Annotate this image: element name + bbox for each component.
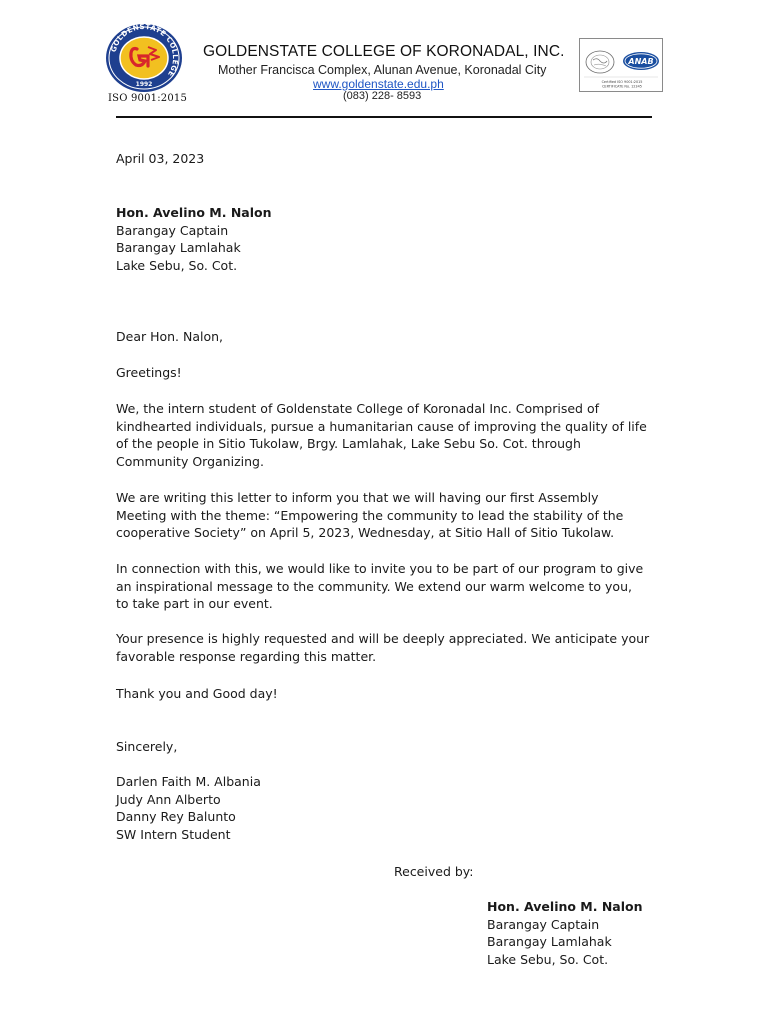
body-paragraph-invitation: [116, 560, 656, 613]
received-by-label: Received by:: [394, 864, 474, 879]
receiver-line: Barangay Lamlahak: [487, 934, 612, 950]
receiver-line: Barangay Captain: [487, 916, 600, 932]
signatory-role: SW Intern Student: [116, 827, 231, 843]
paragraph-line: Your presence is highly requested and will be deeply appreciated. We anticipate your: [116, 631, 650, 646]
certification-badges: [579, 38, 663, 92]
college-name: GOLDENSTATE COLLEGE OF KORONADAL, INC.: [203, 43, 565, 60]
body-paragraph-intro: [116, 400, 656, 471]
certifier-globe-icon: [586, 51, 614, 73]
paragraph-line: kindhearted individuals, pursue a humanitarian cause of improving the quality of life: [116, 418, 647, 434]
paragraph-line: cooperative Society” on April 5, 2023, Wednesday, at Sitio Hall of Sitio Tukolaw.: [116, 525, 615, 541]
addressee-line: Lake Sebu, So. Cot.: [116, 258, 238, 274]
receiver-name: Hon. Avelino M. Nalon: [487, 899, 643, 914]
paragraph-line: Meeting with the theme: “Empowering the community to lead the stability of the: [116, 507, 624, 523]
body-paragraph-meeting: [116, 489, 656, 542]
signatory-name: Danny Rey Balunto: [116, 809, 236, 825]
addressee-line: Barangay Captain: [116, 222, 229, 238]
addressee-name: Hon. Avelino M. Nalon: [116, 205, 272, 220]
signatories-block: [116, 773, 261, 844]
college-website-link[interactable]: www.goldenstate.edu.ph: [313, 77, 444, 91]
svg-text:1992: 1992: [135, 81, 153, 88]
signatory-name: Darlen Faith M. Albania: [116, 774, 261, 789]
paragraph-line: favorable response regarding this matter.: [116, 648, 377, 664]
college-phone: (083) 228- 8593: [343, 90, 422, 102]
svg-text:CERTIFICATE No. 12345: CERTIFICATE No. 12345: [602, 84, 642, 89]
receiver-line: Lake Sebu, So. Cot.: [487, 952, 609, 968]
paragraph-line: Community Organizing.: [116, 454, 264, 470]
iso-certification-label: ISO 9001:2015: [108, 93, 188, 104]
letter-date: April 03, 2023: [116, 151, 205, 166]
salutation: Dear Hon. Nalon,: [116, 329, 224, 344]
paragraph-line: to take part in our event.: [116, 596, 273, 612]
anab-badge-icon: [623, 52, 659, 70]
svg-text:ANAB: ANAB: [628, 57, 654, 66]
paragraph-line: of the people in Sitio Tukolaw, Brgy. Lamlahak, Lake Sebu So. Cot. through: [116, 436, 581, 452]
svg-text:GOLDENSTATE COLLEGE: GOLDENSTATE COLLEGE: [109, 23, 180, 79]
closing: Sincerely,: [116, 739, 178, 754]
thanks-line: Thank you and Good day!: [116, 686, 278, 701]
paragraph-line: We are writing this letter to inform you that we will having our first Assembly: [116, 490, 599, 505]
paragraph-line: In connection with this, we would like to invite you to be part of our program to give: [116, 561, 644, 576]
addressee-block: [116, 204, 272, 275]
college-seal-logo: [104, 23, 184, 93]
signatory-name: Judy Ann Alberto: [116, 791, 221, 807]
body-paragraph-request: [116, 630, 656, 665]
receiver-block: [487, 898, 643, 969]
college-address: Mother Francisca Complex, Alunan Avenue, Koronadal City: [218, 63, 547, 77]
addressee-line: Barangay Lamlahak: [116, 240, 241, 256]
paragraph-line: an inspirational message to the community. We extend our warm welcome to you,: [116, 578, 632, 594]
letterhead-divider: [116, 116, 652, 118]
greeting: Greetings!: [116, 365, 182, 380]
svg-text:Certified ISO 9001:2015: Certified ISO 9001:2015: [601, 80, 643, 84]
paragraph-line: We, the intern student of Goldenstate College of Koronadal Inc. Comprised of: [116, 401, 600, 416]
